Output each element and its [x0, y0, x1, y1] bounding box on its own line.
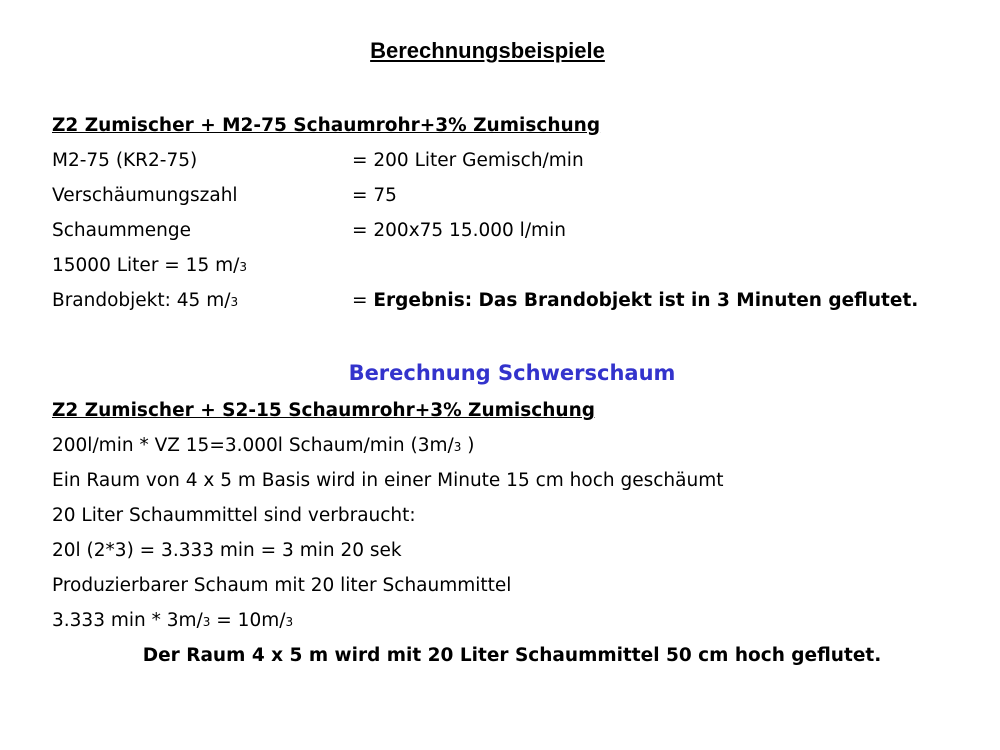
- calc-line-6-sub1: 3: [202, 615, 211, 629]
- calc-line-2: Ein Raum von 4 x 5 m Basis wird in einer Minute 15 cm hoch geschäumt: [52, 470, 724, 491]
- row-value: = 200x75 15.000 l/min: [352, 220, 566, 241]
- row-value: = 75: [352, 185, 397, 206]
- liter-sub: 3: [239, 260, 247, 274]
- calc-line-6-text: 3.333 min * 3m/: [52, 610, 203, 631]
- liter-line: [52, 254, 247, 279]
- brand-result-line: [352, 289, 918, 313]
- row-label: M2-75 (KR2-75): [52, 150, 198, 171]
- row-label: Verschäumungszahl: [52, 185, 238, 206]
- page-title: Berechnungsbeispiele: [370, 38, 605, 63]
- row-value: = 200 Liter Gemisch/min: [352, 150, 584, 171]
- calc-line-6: [52, 609, 293, 634]
- calc-line-6-sub2: 3: [285, 615, 294, 629]
- calc-line-5: Produzierbarer Schaum mit 20 liter Schaummittel: [52, 575, 512, 596]
- section1-heading: Z2 Zumischer + M2-75 Schaumrohr+3% Zumischung: [52, 115, 601, 136]
- brand-result: Ergebnis: Das Brandobjekt ist in 3 Minuten geflutet.: [373, 290, 919, 311]
- brand-eq: =: [352, 290, 374, 311]
- liter-text: 15000 Liter = 15 m/: [52, 255, 240, 276]
- calc-line-3: 20 Liter Schaummittel sind verbraucht:: [52, 505, 416, 526]
- row-label: Schaummenge: [52, 220, 191, 241]
- calc-line-4: 20l (2*3) = 3.333 min = 3 min 20 sek: [52, 540, 402, 561]
- calc-line-6-mid: = 10m/: [210, 610, 286, 631]
- conclusion: Der Raum 4 x 5 m wird mit 20 Liter Schaummittel 50 cm hoch geflutet.: [142, 645, 882, 666]
- calc-line-1-post: ): [461, 435, 475, 456]
- calc-line-1-text: 200l/min * VZ 15=3.000l Schaum/min (3m/: [52, 435, 454, 456]
- calc-line-1-sub: 3: [453, 440, 462, 454]
- calc-line-1: [52, 434, 475, 459]
- brand-label-line: [52, 289, 238, 314]
- brand-label: Brandobjekt: 45 m/: [52, 290, 231, 311]
- brand-label-sub: 3: [230, 295, 239, 309]
- section2-title: Berechnung Schwerschaum: [348, 361, 676, 385]
- section2-heading: Z2 Zumischer + S2-15 Schaumrohr+3% Zumischung: [52, 400, 595, 421]
